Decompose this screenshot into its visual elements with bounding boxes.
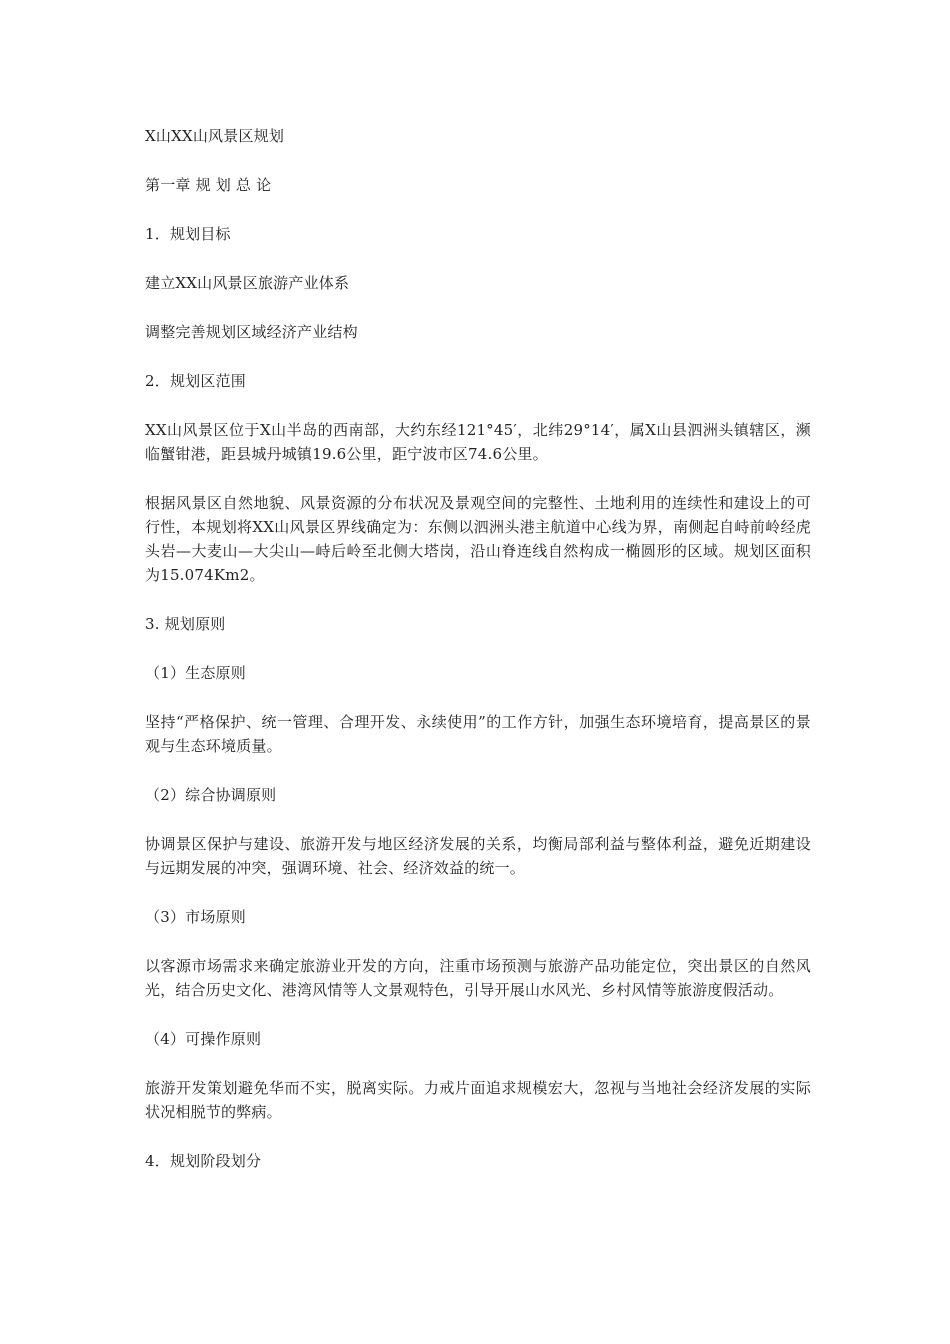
section-heading-scope: 2．规划区范围 — [145, 372, 246, 390]
document-title: X山XX山风景区规划 — [145, 127, 285, 145]
document-body — [145, 124, 811, 1173]
principle-text-ecology: 坚持“严格保护、统一管理、合理开发、永续使用”的工作方针，加强生态环境培育，提高景区的景观与生态环境质量。 — [145, 713, 811, 755]
paragraph-location: XX山风景区位于X山半岛的西南部，大约东经121°45′，北纬29°14′，属X山县泗洲头镇辖区，濒临蟹钳港，距县城丹城镇19.6公里，距宁波市区74.6公里。 — [145, 421, 811, 463]
section-heading-principles: 3. 规划原则 — [145, 615, 226, 633]
principle-text-operability: 旅游开发策划避免华而不实，脱离实际。力戒片面追求规模宏大，忽视与当地社会经济发展的实际状况相脱节的弊病。 — [145, 1079, 811, 1121]
chapter-heading: 第一章 规 划 总 论 — [145, 176, 272, 194]
paragraph-boundary: 根据风景区自然地貌、风景资源的分布状况及景观空间的完整性、土地利用的连续性和建设上的可行性，本规划将XX山风景区界线确定为：东侧以泗洲头港主航道中心线为界，南侧起自峙前岭经虎头岩—大麦山—大尖山—峙后岭至北侧大塔岗，沿山脊连线自然构成一椭圆形的区域。规划区面积为15.074Km2。 — [145, 494, 811, 584]
section-heading-goals: 1．规划目标 — [145, 225, 231, 243]
goal-item: 建立XX山风景区旅游产业体系 — [145, 274, 350, 292]
principle-heading-coordination: （2）综合协调原则 — [145, 786, 277, 804]
principle-heading-operability: （4）可操作原则 — [145, 1030, 262, 1048]
section-heading-phases: 4．规划阶段划分 — [145, 1152, 262, 1170]
principle-text-coordination: 协调景区保护与建设、旅游开发与地区经济发展的关系，均衡局部利益与整体利益，避免近期建设与远期发展的冲突，强调环境、社会、经济效益的统一。 — [145, 835, 811, 877]
principle-heading-ecology: （1）生态原则 — [145, 664, 246, 682]
principle-heading-market: （3）市场原则 — [145, 908, 246, 926]
principle-text-market: 以客源市场需求来确定旅游业开发的方向，注重市场预测与旅游产品功能定位，突出景区的自然风光，结合历史文化、港湾风情等人文景观特色，引导开展山水风光、乡村风情等旅游度假活动。 — [145, 957, 811, 999]
goal-item: 调整完善规划区域经济产业结构 — [145, 323, 358, 341]
